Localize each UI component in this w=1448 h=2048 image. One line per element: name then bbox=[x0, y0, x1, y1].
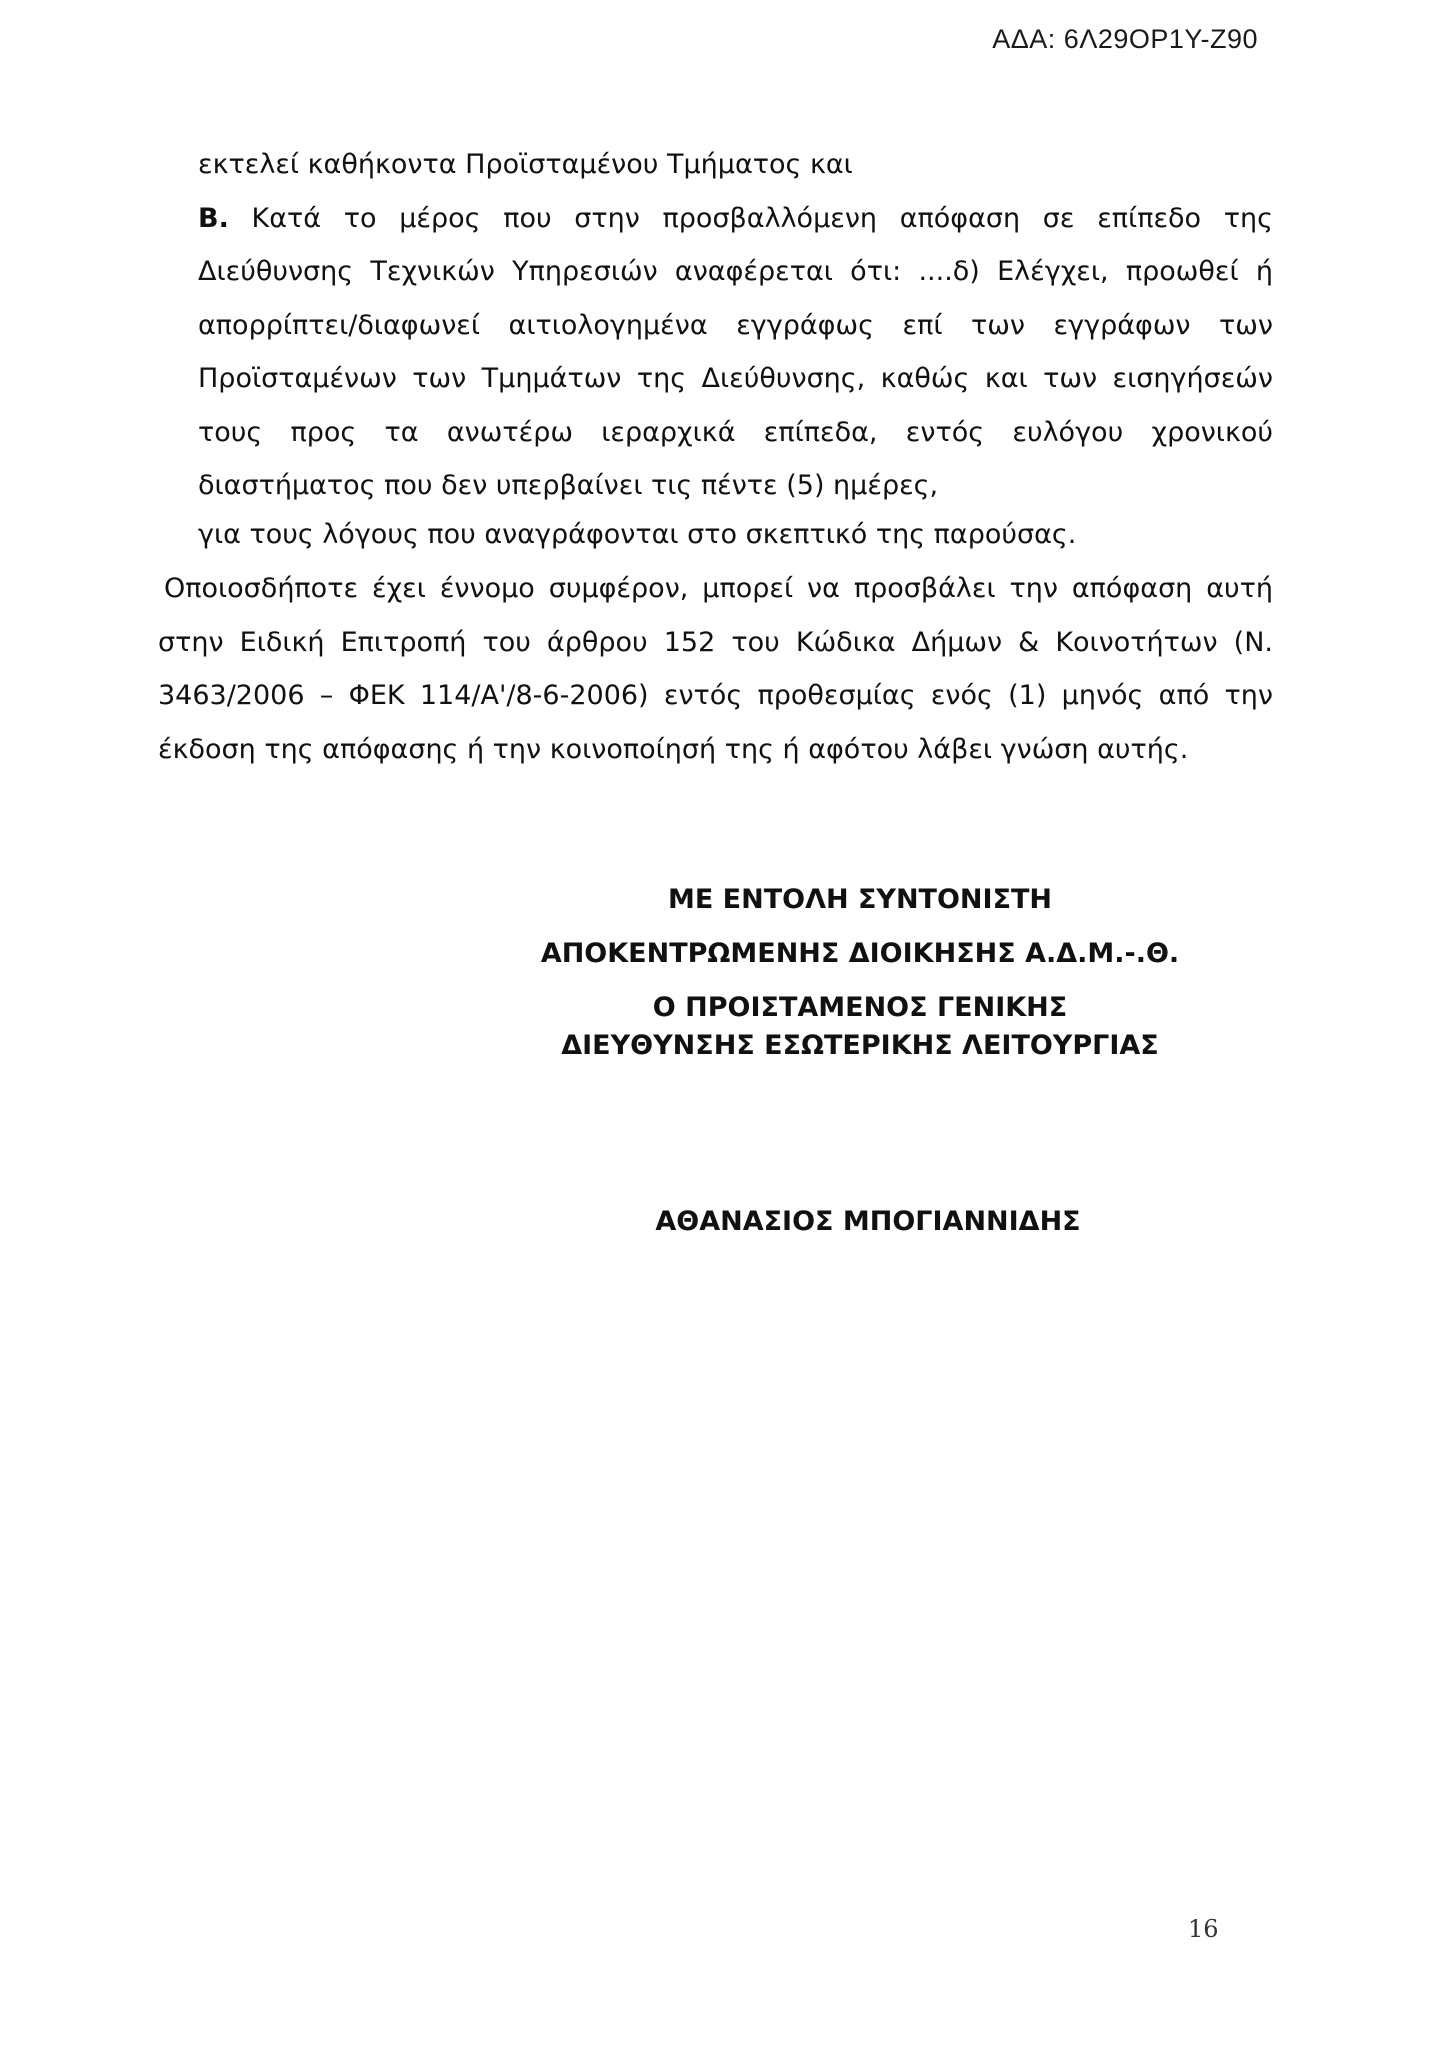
signature-line-2: ΑΠΟΚΕΝΤΡΩΜΕΝΗΣ ΔΙΟΙΚΗΣΗΣ Α.Δ.Μ.-.Θ. bbox=[540, 938, 1180, 969]
item-b-label: Β. bbox=[198, 202, 229, 234]
appeal-paragraph bbox=[158, 562, 1273, 776]
item-b-paragraph bbox=[198, 192, 1273, 513]
signature-line-1: ΜΕ ΕΝΤΟΛΗ ΣΥΝΤΟΝΙΣΤΗ bbox=[667, 884, 1053, 915]
page-number: 16 bbox=[1188, 1915, 1219, 1943]
continuation-line: εκτελεί καθήκοντα Προϊσταμένου Τμήματος και bbox=[198, 149, 853, 180]
item-b-text: Κατά το μέρος που στην προσβαλλόμενη απόφαση σε επίπεδο της Διεύθυνσης Τεχνικών Υπηρεσιών αναφέρεται ότι: ....δ) Ελέγχει, προωθεί ή απορρίπτει/διαφωνεί αιτιολογημένα εγγράφως επί των εγγράφων των Προϊσταμένων των Τμημάτων της Διεύθυνσης, καθώς και των εισηγήσεών τους προς τα ανωτέρω ιεραρχικά επίπεδα, εντός ευλόγου χρονικού διαστήματος που δεν υπερβαίνει τις πέντε (5) ημέρες, bbox=[198, 202, 1273, 501]
reasons-line: για τους λόγους που αναγράφονται στο σκεπτικό της παρούσας. bbox=[198, 519, 1077, 550]
signature-line-4: ΔΙΕΥΘΥΝΣΗΣ ΕΣΩΤΕΡΙΚΗΣ ΛΕΙΤΟΥΡΓΙΑΣ bbox=[561, 1030, 1159, 1061]
body-indented-block bbox=[198, 138, 1273, 513]
ada-code: ΑΔΑ: 6Λ29ΟΡ1Υ-Ζ90 bbox=[992, 24, 1258, 54]
appeal-text: Οποιοσδήποτε έχει έννομο συμφέρον, μπορεί να προσβάλει την απόφαση αυτή στην Ειδική Επιτροπή του άρθρου 152 του Κώδικα Δήμων & Κοινοτήτων (Ν. 3463/2006 – ΦΕΚ 114/Α'/8-6-2006) εντός προθεσμίας ενός (1) μηνός από την έκδοση της απόφασης ή την κοινοποίησή της ή αφότου λάβει γνώση αυτής. bbox=[158, 573, 1273, 765]
signatory-name: ΑΘΑΝΑΣΙΟΣ ΜΠΟΓΙΑΝΝΙΔΗΣ bbox=[655, 1206, 1081, 1237]
signature-line-3: Ο ΠΡΟΙΣΤΑΜΕΝΟΣ ΓΕΝΙΚΗΣ bbox=[652, 992, 1068, 1023]
